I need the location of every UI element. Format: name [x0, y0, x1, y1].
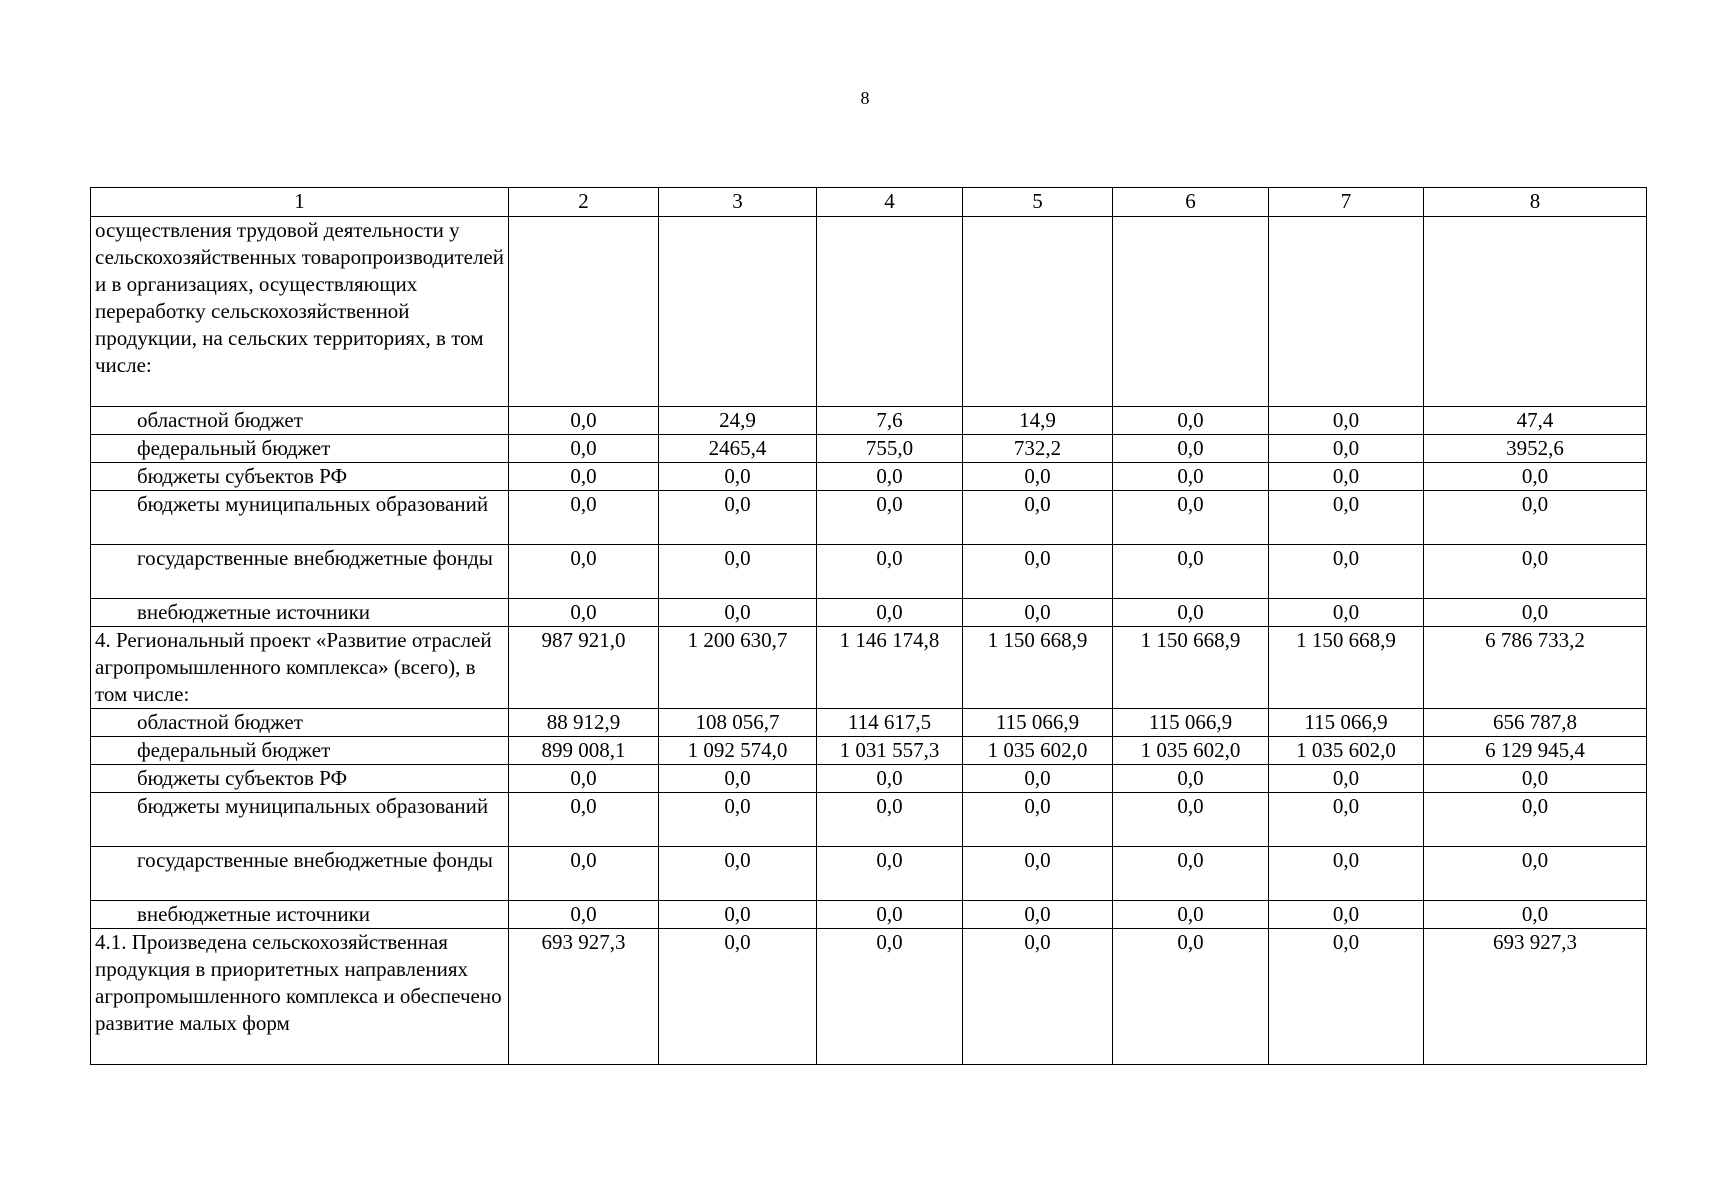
table-row-sub — [91, 709, 1647, 737]
row-label: 4. Региональный проект «Развитие отраслей агропромышленного комплекса» (всего), в том числе: — [91, 627, 509, 709]
table-row-main — [91, 627, 1647, 709]
column-header: 2 — [509, 188, 659, 217]
value-cell: 14,9 — [963, 407, 1113, 435]
value-cell: 1 092 574,0 — [659, 737, 817, 765]
value-cell: 0,0 — [659, 463, 817, 491]
value-cell: 1 146 174,8 — [817, 627, 963, 709]
value-cell: 987 921,0 — [509, 627, 659, 709]
row-label: областной бюджет — [91, 709, 509, 737]
row-label: внебюджетные источники — [91, 901, 509, 929]
value-cell: 0,0 — [509, 793, 659, 847]
value-cell: 0,0 — [963, 847, 1113, 901]
value-cell: 114 617,5 — [817, 709, 963, 737]
row-label: внебюджетные источники — [91, 599, 509, 627]
table-row-sub — [91, 793, 1647, 847]
column-header: 6 — [1113, 188, 1269, 217]
table-row-main — [91, 217, 1647, 407]
value-cell: 1 031 557,3 — [817, 737, 963, 765]
table-row-main — [91, 929, 1647, 1065]
value-cell: 0,0 — [659, 545, 817, 599]
value-cell: 732,2 — [963, 435, 1113, 463]
row-label: бюджеты муниципальных образований — [91, 491, 509, 545]
column-header: 5 — [963, 188, 1113, 217]
value-cell: 0,0 — [1269, 929, 1424, 1065]
value-cell: 0,0 — [1424, 901, 1647, 929]
value-cell: 0,0 — [509, 901, 659, 929]
value-cell: 0,0 — [963, 929, 1113, 1065]
page-number: 8 — [860, 88, 870, 108]
value-cell: 1 150 668,9 — [1269, 627, 1424, 709]
value-cell: 1 035 602,0 — [1269, 737, 1424, 765]
row-label: 4.1. Произведена сельскохозяйственная продукция в приоритетных направлениях агропромышленного комплекса и обеспечено развитие малых форм — [91, 929, 509, 1065]
table-row-sub — [91, 765, 1647, 793]
value-cell: 0,0 — [1269, 463, 1424, 491]
value-cell: 0,0 — [509, 847, 659, 901]
value-cell: 0,0 — [817, 545, 963, 599]
value-cell — [817, 217, 963, 407]
value-cell: 0,0 — [963, 901, 1113, 929]
value-cell: 0,0 — [1424, 463, 1647, 491]
value-cell: 0,0 — [963, 793, 1113, 847]
value-cell: 0,0 — [963, 463, 1113, 491]
value-cell: 7,6 — [817, 407, 963, 435]
table-row-sub — [91, 737, 1647, 765]
value-cell: 0,0 — [1113, 765, 1269, 793]
value-cell: 0,0 — [509, 765, 659, 793]
value-cell — [1424, 217, 1647, 407]
value-cell: 0,0 — [1113, 847, 1269, 901]
value-cell: 0,0 — [817, 901, 963, 929]
value-cell: 0,0 — [659, 793, 817, 847]
value-cell: 0,0 — [817, 793, 963, 847]
value-cell: 0,0 — [1113, 929, 1269, 1065]
row-label: бюджеты муниципальных образований — [91, 793, 509, 847]
table-row-sub — [91, 491, 1647, 545]
value-cell: 0,0 — [509, 463, 659, 491]
column-header: 8 — [1424, 188, 1647, 217]
table-row-sub — [91, 407, 1647, 435]
value-cell: 0,0 — [963, 599, 1113, 627]
value-cell: 47,4 — [1424, 407, 1647, 435]
value-cell: 6 786 733,2 — [1424, 627, 1647, 709]
value-cell: 0,0 — [1269, 545, 1424, 599]
value-cell: 0,0 — [963, 765, 1113, 793]
value-cell: 693 927,3 — [509, 929, 659, 1065]
column-header: 1 — [91, 188, 509, 217]
table-row-sub — [91, 599, 1647, 627]
value-cell: 1 035 602,0 — [1113, 737, 1269, 765]
value-cell: 6 129 945,4 — [1424, 737, 1647, 765]
value-cell: 0,0 — [659, 765, 817, 793]
column-header: 3 — [659, 188, 817, 217]
value-cell: 0,0 — [1113, 435, 1269, 463]
value-cell: 3952,6 — [1424, 435, 1647, 463]
value-cell: 0,0 — [1113, 599, 1269, 627]
value-cell: 0,0 — [1269, 407, 1424, 435]
value-cell: 0,0 — [1113, 463, 1269, 491]
budget-table — [90, 187, 1647, 1065]
value-cell: 0,0 — [1113, 407, 1269, 435]
value-cell: 115 066,9 — [1113, 709, 1269, 737]
value-cell: 0,0 — [1269, 435, 1424, 463]
value-cell: 693 927,3 — [1424, 929, 1647, 1065]
value-cell: 0,0 — [1113, 793, 1269, 847]
value-cell: 899 008,1 — [509, 737, 659, 765]
value-cell: 0,0 — [509, 599, 659, 627]
table-row-sub — [91, 545, 1647, 599]
value-cell: 0,0 — [1424, 545, 1647, 599]
value-cell: 0,0 — [963, 491, 1113, 545]
table-row-sub — [91, 901, 1647, 929]
table-body — [91, 217, 1647, 1065]
value-cell — [509, 217, 659, 407]
value-cell: 0,0 — [817, 463, 963, 491]
value-cell: 0,0 — [659, 929, 817, 1065]
value-cell: 0,0 — [1269, 599, 1424, 627]
value-cell: 0,0 — [817, 491, 963, 545]
row-label: государственные внебюджетные фонды — [91, 545, 509, 599]
value-cell: 0,0 — [1424, 765, 1647, 793]
value-cell: 0,0 — [1269, 491, 1424, 545]
value-cell: 0,0 — [817, 599, 963, 627]
value-cell: 0,0 — [817, 929, 963, 1065]
value-cell — [963, 217, 1113, 407]
row-label: осуществления трудовой деятельности у сельскохозяйственных товаропроизводителей и в организациях, осуществляющих переработку сельскохозяйственной продукции, на сельских территориях, в том числе: — [91, 217, 509, 407]
value-cell: 0,0 — [1424, 793, 1647, 847]
row-label: областной бюджет — [91, 407, 509, 435]
row-label: федеральный бюджет — [91, 737, 509, 765]
column-header: 7 — [1269, 188, 1424, 217]
row-label: бюджеты субъектов РФ — [91, 463, 509, 491]
value-cell: 0,0 — [1424, 599, 1647, 627]
value-cell: 1 200 630,7 — [659, 627, 817, 709]
value-cell: 0,0 — [1424, 847, 1647, 901]
value-cell: 0,0 — [1113, 545, 1269, 599]
value-cell: 0,0 — [659, 491, 817, 545]
value-cell: 24,9 — [659, 407, 817, 435]
value-cell — [1113, 217, 1269, 407]
value-cell: 0,0 — [1424, 491, 1647, 545]
value-cell: 1 035 602,0 — [963, 737, 1113, 765]
row-label: федеральный бюджет — [91, 435, 509, 463]
table-row-sub — [91, 435, 1647, 463]
value-cell: 88 912,9 — [509, 709, 659, 737]
value-cell: 0,0 — [1113, 491, 1269, 545]
value-cell: 0,0 — [1269, 765, 1424, 793]
value-cell: 0,0 — [1269, 901, 1424, 929]
value-cell: 0,0 — [963, 545, 1113, 599]
value-cell: 0,0 — [817, 765, 963, 793]
value-cell: 0,0 — [509, 435, 659, 463]
value-cell — [659, 217, 817, 407]
column-header: 4 — [817, 188, 963, 217]
value-cell: 108 056,7 — [659, 709, 817, 737]
value-cell: 0,0 — [509, 545, 659, 599]
value-cell: 2465,4 — [659, 435, 817, 463]
value-cell: 656 787,8 — [1424, 709, 1647, 737]
value-cell: 0,0 — [509, 407, 659, 435]
value-cell: 0,0 — [1113, 901, 1269, 929]
row-label: бюджеты субъектов РФ — [91, 765, 509, 793]
value-cell: 115 066,9 — [963, 709, 1113, 737]
table-row-sub — [91, 847, 1647, 901]
header-row — [91, 188, 1647, 217]
value-cell: 0,0 — [659, 847, 817, 901]
value-cell: 1 150 668,9 — [1113, 627, 1269, 709]
value-cell: 0,0 — [1269, 793, 1424, 847]
table-row-sub — [91, 463, 1647, 491]
value-cell: 0,0 — [659, 901, 817, 929]
value-cell: 0,0 — [817, 847, 963, 901]
value-cell: 0,0 — [1269, 847, 1424, 901]
value-cell: 0,0 — [509, 491, 659, 545]
value-cell: 755,0 — [817, 435, 963, 463]
value-cell — [1269, 217, 1424, 407]
value-cell: 1 150 668,9 — [963, 627, 1113, 709]
value-cell: 0,0 — [659, 599, 817, 627]
value-cell: 115 066,9 — [1269, 709, 1424, 737]
row-label: государственные внебюджетные фонды — [91, 847, 509, 901]
